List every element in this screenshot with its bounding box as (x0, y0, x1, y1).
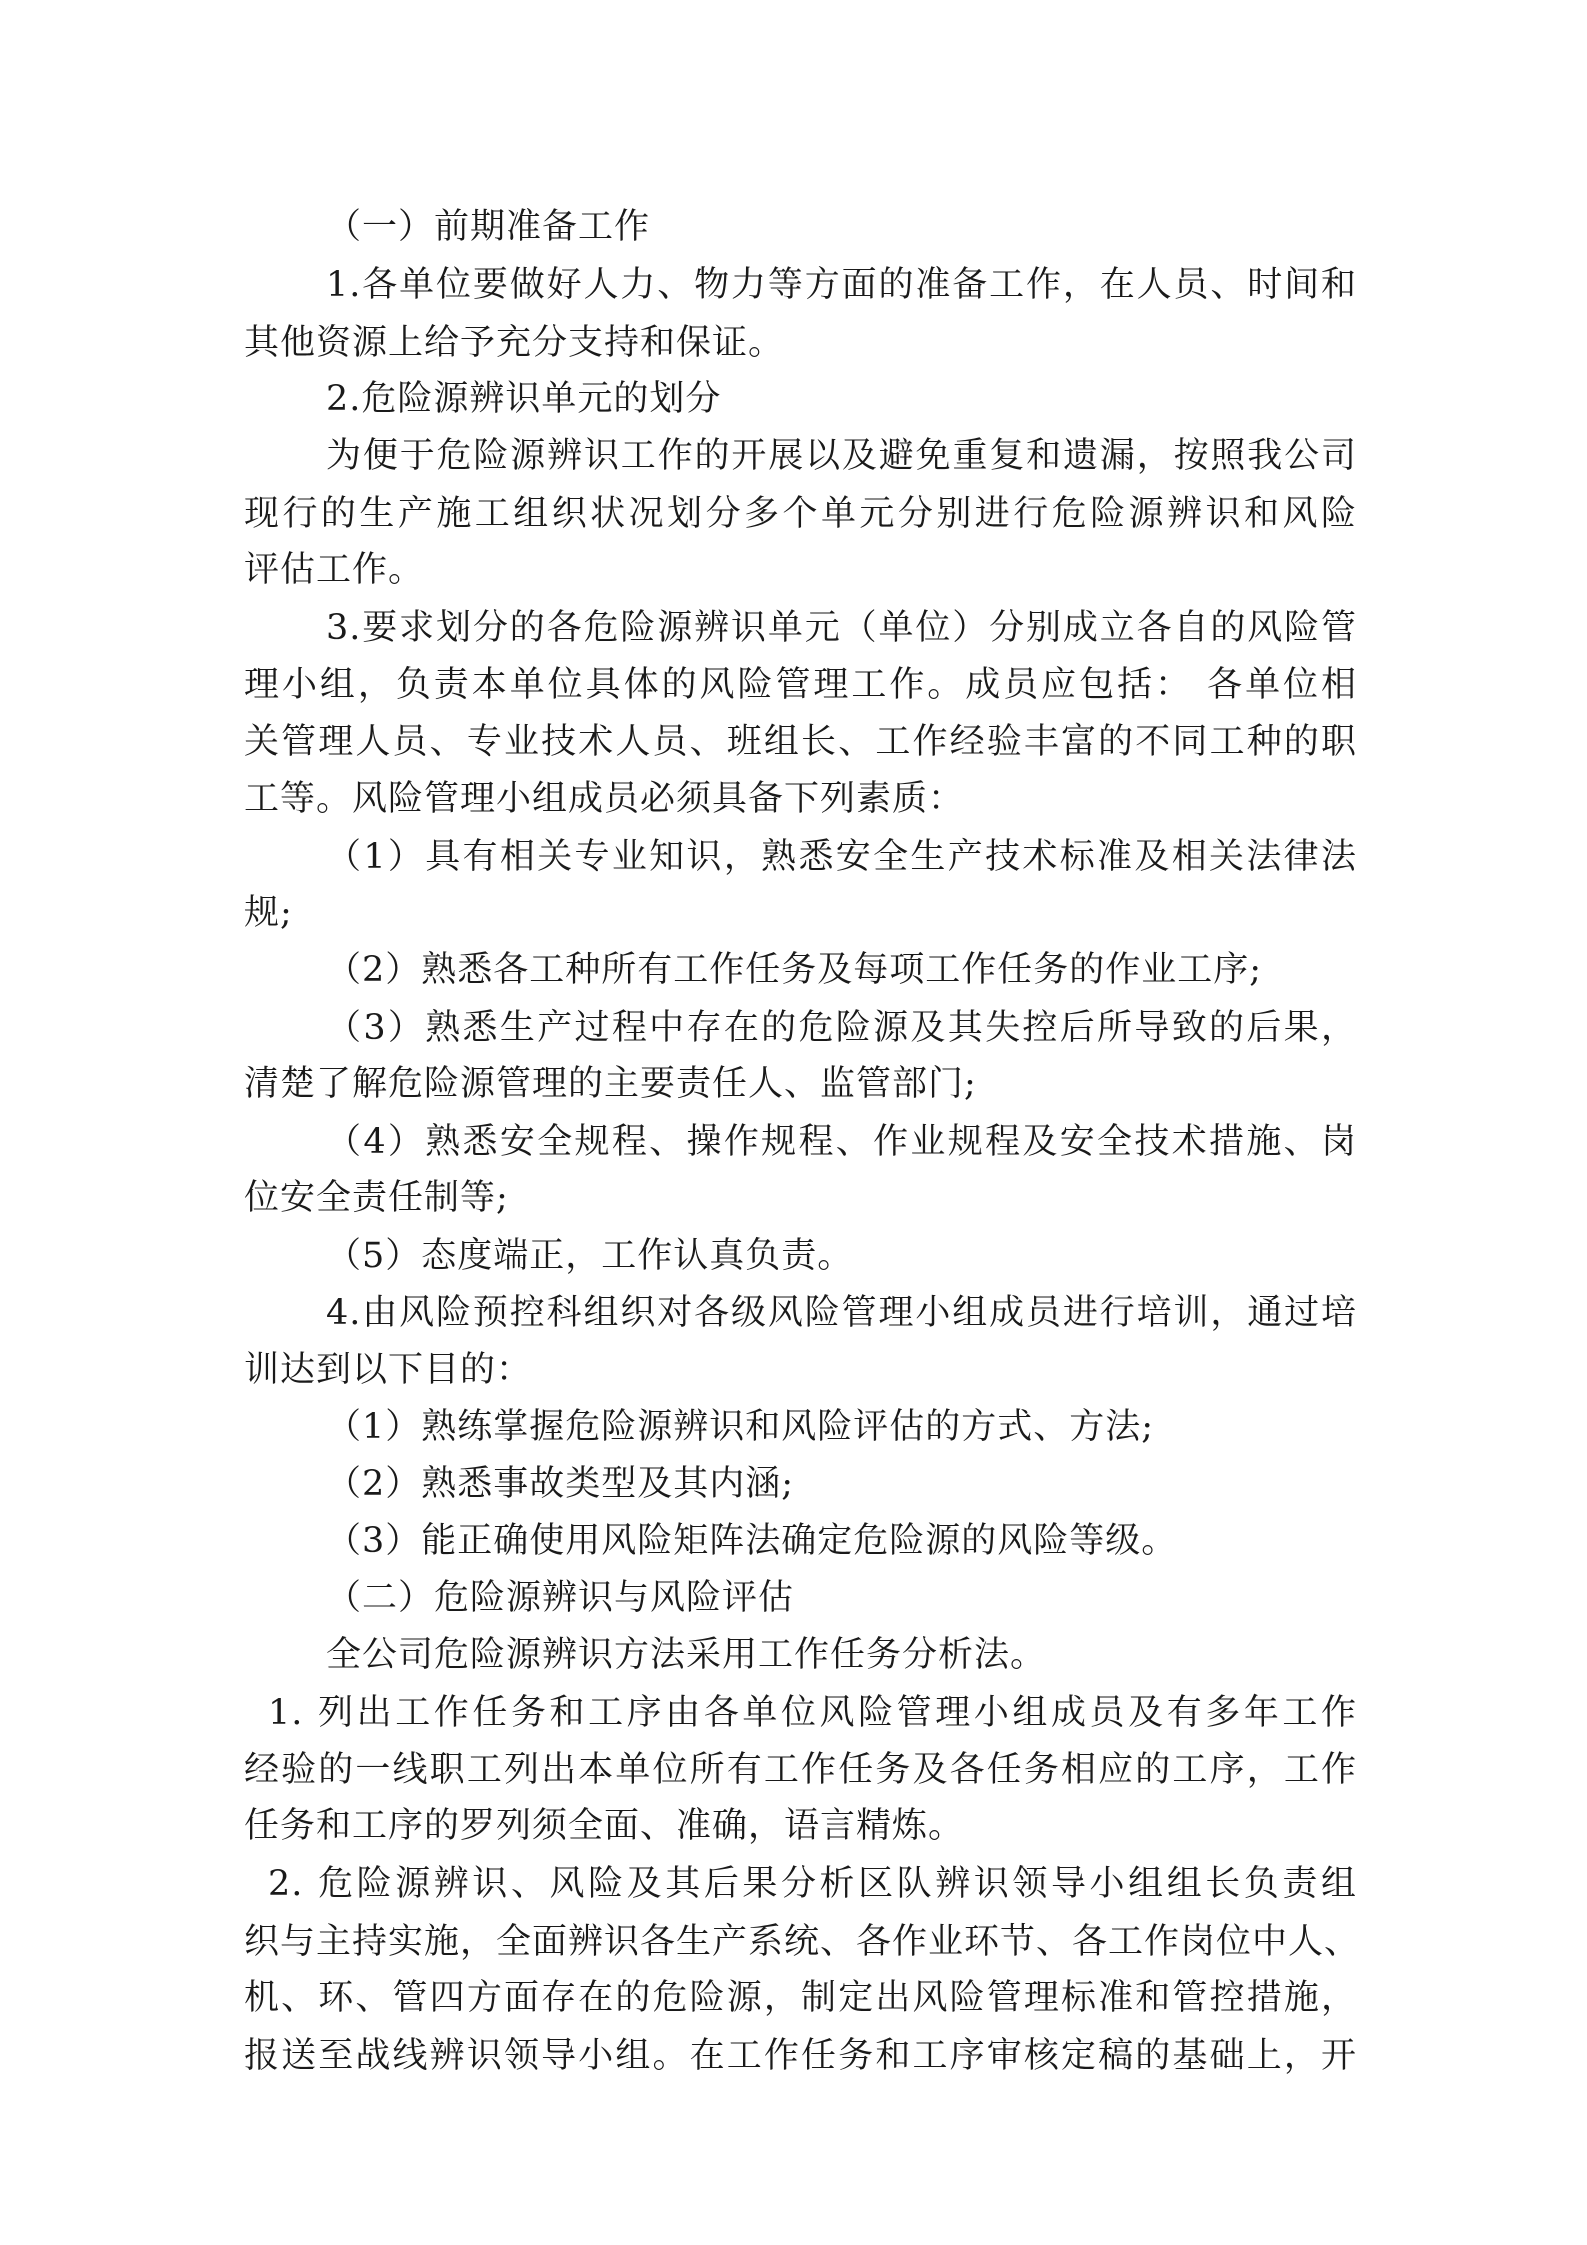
list-item: 清楚了解危险源管理的主要责任人、监管部门; (244, 1064, 977, 1104)
section-heading-2: （二）危险源辨识与风险评估 (326, 1578, 795, 1618)
list-item: （2）熟悉事故类型及其内涵; (326, 1464, 795, 1504)
paragraph-line: 任务和工序的罗列须全面、准确，语言精炼。 (244, 1806, 965, 1846)
paragraph-line: 其他资源上给予充分支持和保证。 (244, 323, 785, 363)
section-heading-1: （一）前期准备工作 (326, 207, 651, 247)
paragraph-line: 报送至战线辨识领导小组。在工作任务和工序审核定稿的基础上，开 (244, 2036, 1357, 2076)
paragraph-line: 训达到以下目的： (244, 1350, 533, 1390)
list-item: （4）熟悉安全规程、操作规程、作业规程及安全技术措施、岗 (326, 1122, 1357, 1162)
list-item: 位安全责任制等; (244, 1178, 509, 1218)
paragraph-line: 1.各单位要做好人力、物力等方面的准备工作，在人员、时间和 (326, 265, 1357, 305)
paragraph-line: 1. 列出工作任务和工序由各单位风险管理小组成员及有多年工作 (268, 1693, 1357, 1733)
paragraph-line: 织与主持实施，全面辨识各生产系统、各作业环节、各工作岗位中人、 (244, 1922, 1361, 1962)
list-item: 规; (244, 893, 293, 933)
paragraph-line: 3.要求划分的各危险源辨识单元（单位）分别成立各自的风险管 (326, 608, 1357, 648)
list-item: （1）具有相关专业知识，熟悉安全生产技术标准及相关法律法 (326, 837, 1357, 877)
paragraph-line: 评估工作。 (244, 550, 425, 590)
paragraph-line: 2. 危险源辨识、风险及其后果分析区队辨识领导小组组长负责组 (268, 1864, 1357, 1904)
list-item: （3）能正确使用风险矩阵法确定危险源的风险等级。 (326, 1521, 1178, 1561)
paragraph-line: 4.由风险预控科组织对各级风险管理小组成员进行培训，通过培 (326, 1293, 1357, 1333)
list-item: （2）熟悉各工种所有工作任务及每项工作任务的作业工序; (326, 950, 1263, 990)
paragraph-line: 现行的生产施工组织状况划分多个单元分别进行危险源辨识和风险 (244, 494, 1357, 534)
paragraph-line: 经验的一线职工列出本单位所有工作任务及各任务相应的工序，工作 (244, 1750, 1357, 1790)
paragraph-line: 全公司危险源辨识方法采用工作任务分析法。 (326, 1635, 1047, 1675)
paragraph-line: 理小组，负责本单位具体的风险管理工作。成员应包括： 各单位相 (244, 665, 1357, 705)
paragraph-line: 机、环、管四方面存在的危险源，制定出风险管理标准和管控措施， (244, 1978, 1357, 2018)
paragraph-line: 关管理人员、专业技术人员、班组长、工作经验丰富的不同工种的职 (244, 722, 1357, 762)
list-item: （3）熟悉生产过程中存在的危险源及其失控后所导致的后果， (326, 1008, 1357, 1048)
item-heading: 2.危险源辨识单元的划分 (326, 379, 722, 419)
list-item: （5）态度端正，工作认真负责。 (326, 1236, 854, 1276)
paragraph-line: 为便于危险源辨识工作的开展以及避免重复和遗漏，按照我公司 (326, 436, 1357, 476)
paragraph-line: 工等。风险管理小组成员必须具备下列素质： (244, 779, 965, 819)
list-item: （1）熟练掌握危险源辨识和风险评估的方式、方法; (326, 1407, 1155, 1447)
